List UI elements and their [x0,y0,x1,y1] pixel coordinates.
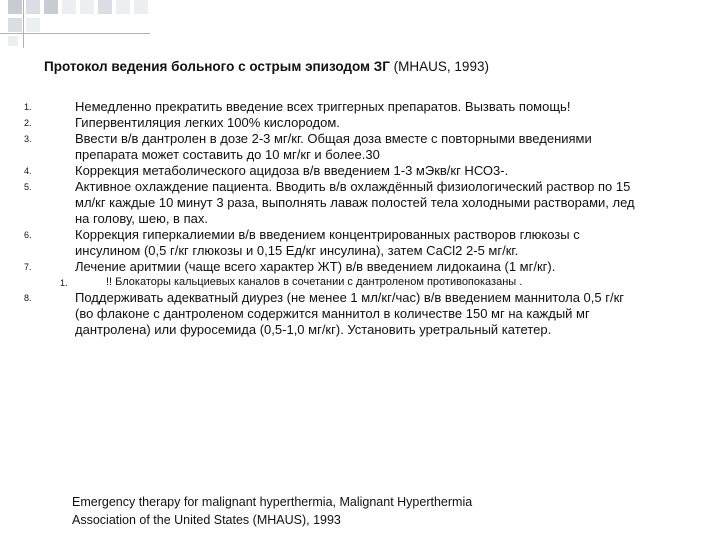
title-source: (MHAUS, 1993) [393,59,489,74]
slide-title [44,58,684,76]
list-item-text: Немедленно прекратить введение всех триггерных препаратов. Вызвать помощь! [75,99,571,114]
list-item-number: 7. [24,262,32,272]
list-item-number: 4. [24,166,32,176]
list-item-text: Гипервентиляция легких 100% кислородом. [75,115,340,130]
list-item-number: 1. [24,102,32,112]
list-item [0,179,720,227]
list-item-number: 6. [24,230,32,240]
protocol-list [0,99,720,338]
list-item [0,115,720,131]
list-item-number: 8. [24,293,32,303]
list-item-text: !! Блокаторы кальциевых каналов в сочетании с дантроленом противопоказаны . [106,276,523,288]
list-item-text: Лечение аритмии (чаще всего характер ЖТ) в/в введением лидокаина (1 мг/кг). [75,259,556,274]
list-item [0,290,720,338]
list-item [0,131,720,163]
list-item [0,163,720,179]
list-item-number: 2. [24,118,32,128]
list-item-text: Активное охлаждение пациента. Вводить в/в охлаждённый физиологический раствор по 15 мл/кг каждые 10 минут 3 раза, выполнять лаваж полостей тела холодными растворами, лед на голову, шею, в пах. [75,179,635,226]
list-item-number: 3. [24,134,32,144]
list-item [0,99,720,115]
list-item-text: Поддерживать адекватный диурез (не менее 1 мл/кг/час) в/в введением маннитола 0,5 г/кг (во флаконе с дантроленом содержится маннитол в количестве 150 мг на каждый мг дантролена) или фуросемида (0,5-1,0 мг/кг). Установить уретральный катетер. [75,290,625,337]
list-item-number: 5. [24,182,32,192]
list-item-number: 1. [60,278,68,288]
list-item-text: Коррекция метаболического ацидоза в/в введением 1-3 мЭкв/кг НСО3-. [75,163,509,178]
list-item [0,259,720,275]
sub-list-item [0,275,720,290]
source-citation: Emergency therapy for malignant hyperthermia, Malignant Hyperthermia Association of the United States (MHAUS), 1993 [72,495,473,527]
decorative-header-squares [0,0,720,50]
list-item-text: Ввести в/в дантролен в дозе 2-3 мг/кг. Общая доза вместе с повторными введениями препарата может составить до 10 мг/кг и более.30 [75,131,592,162]
list-item-text: Коррекция гиперкалиемии в/в введением концентрированных растворов глюкозы с инсулином (0,5 г/кг глюкозы и 0,15 Ед/кг инсулина), затем СаСl2 2-5 мг/кг. [75,227,580,258]
list-item [0,227,720,259]
title-main: Протокол ведения больного с острым эпизодом ЗГ [44,59,390,74]
